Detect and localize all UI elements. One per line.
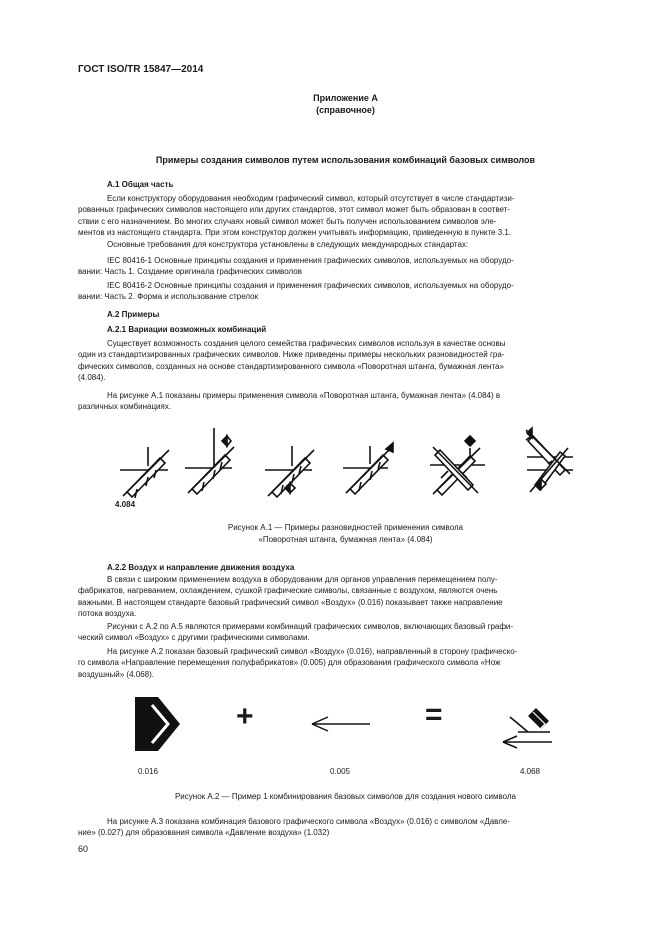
document-header: ГОСТ ISO/TR 15847—2014 [78, 64, 204, 75]
code-air-knife: 4.068 [519, 767, 541, 776]
a22-heading: А.2.2 Воздух и направление движения воздуха [107, 563, 295, 572]
caption-line: Рисунок А.1 — Примеры разновидностей применения символа [227, 523, 464, 532]
text-line: ментов из настоящего стандарта. При этом конструктор должен учитывать информацию, приведенную в пункте 3.1. [78, 228, 512, 238]
text-line: потока воздуха. [78, 609, 137, 619]
text-line: вании: Часть 1. Создание оригинала графических символов [78, 267, 302, 277]
text-line: Рисунки с А.2 по А.5 являются примерами комбинаций графических символов, включающих базовый графи- [107, 622, 514, 631]
text-line: воздушный» (4.068). [78, 669, 154, 679]
text-line: один из стандартизированных графических символов. Ниже приведены примеры нескольких разновидностей гра- [78, 350, 505, 360]
text-line: Если конструктору оборудования необходим графический символ, который отсутствует в числе стандартизи- [107, 194, 515, 203]
text-line: На рисунке А.2 показан базовый графический символ «Воздух» (0.016), направленный в сторону графическо- [107, 647, 518, 656]
text-line: различных комбинациях. [78, 402, 172, 412]
a22-paragraph-4 [78, 816, 613, 839]
equals-sign: = [425, 698, 443, 731]
annex-subtitle: (справочное) [316, 105, 375, 115]
text-line: IEC 80416-2 Основные принципы создания и применения графических символов, используемых на оборудо- [107, 281, 514, 290]
text-line: ческий символ «Воздух» с другими графическими символами. [78, 633, 310, 643]
page-number: 60 [78, 844, 89, 854]
a21-heading: А.2.1 Вариации возможных комбинаций [107, 325, 267, 334]
air-symbol [135, 697, 180, 751]
text-line: IEC 80416-1 Основные принципы создания и применения графических символов, используемых на оборудо- [107, 256, 514, 265]
text-line: рованных графических символов настоящего или других стандартов, этот символ может быть образован в соответ- [78, 205, 511, 215]
text-line: го символа «Направление перемещения полуфабрикатов» (0.005) для образования графического символа «Нож [78, 658, 501, 668]
text-line: На рисунке А.1 показаны примеры применения символа «Поворотная штанга, бумажная лента» (4.084) в [107, 391, 501, 400]
plus-sign: + [236, 700, 254, 733]
air-knife-symbol [503, 708, 552, 748]
code-air: 0.016 [137, 767, 159, 776]
a2-heading: А.2 Примеры [107, 310, 160, 319]
text-line: В связи с широким применением воздуха в оборудовании для органов управления перемещением полу- [107, 575, 498, 584]
section-title: Примеры создания символов путем использования комбинаций базовых символов [155, 155, 536, 165]
a1-heading: А.1 Общая часть [107, 180, 174, 189]
text-line: ние» (0.027) для образования символа «Давление воздуха» (1.032) [78, 828, 330, 838]
code-direction: 0.005 [329, 767, 351, 776]
text-line: фабрикатов, нагреванием, охлаждением, сушкой графические символы, связанные с воздухом, являются очень [78, 586, 498, 596]
text-line: важными. В настоящем стандарте базовый графический символ «Воздух» (0.016) показывает также направление [78, 597, 503, 607]
text-line: (4.084). [78, 373, 106, 383]
text-line: фических символов, созданных на основе стандартизированного символа «Поворотная штанга, бумажная лента» [78, 361, 504, 371]
text-line: вании: Часть 2. Форма и использование стрелок [78, 292, 259, 302]
figure-a1-code: 4.084 [115, 500, 136, 509]
figure-a2-caption: Рисунок А.2 — Пример 1 комбинирования базовых символов для создания нового символа [174, 792, 517, 801]
text-line: Существует возможность создания целого семейства графических символов используя в качестве основы [107, 339, 506, 348]
text-line: ствии с его назначением. Во многих случаях новый символ может быть получен использованием символов эле- [78, 216, 497, 226]
text-line: Основные требования для конструктора установлены в следующих международных стандартах: [107, 239, 469, 249]
text-line: На рисунке А.3 показана комбинация базового графического символа «Воздух» (0.016) с символом «Давле- [107, 817, 511, 826]
movement-direction-symbol [312, 717, 370, 731]
caption-line: «Поворотная штанга, бумажная лента» (4.084) [258, 535, 433, 544]
annex-title: Приложение А [313, 93, 378, 103]
